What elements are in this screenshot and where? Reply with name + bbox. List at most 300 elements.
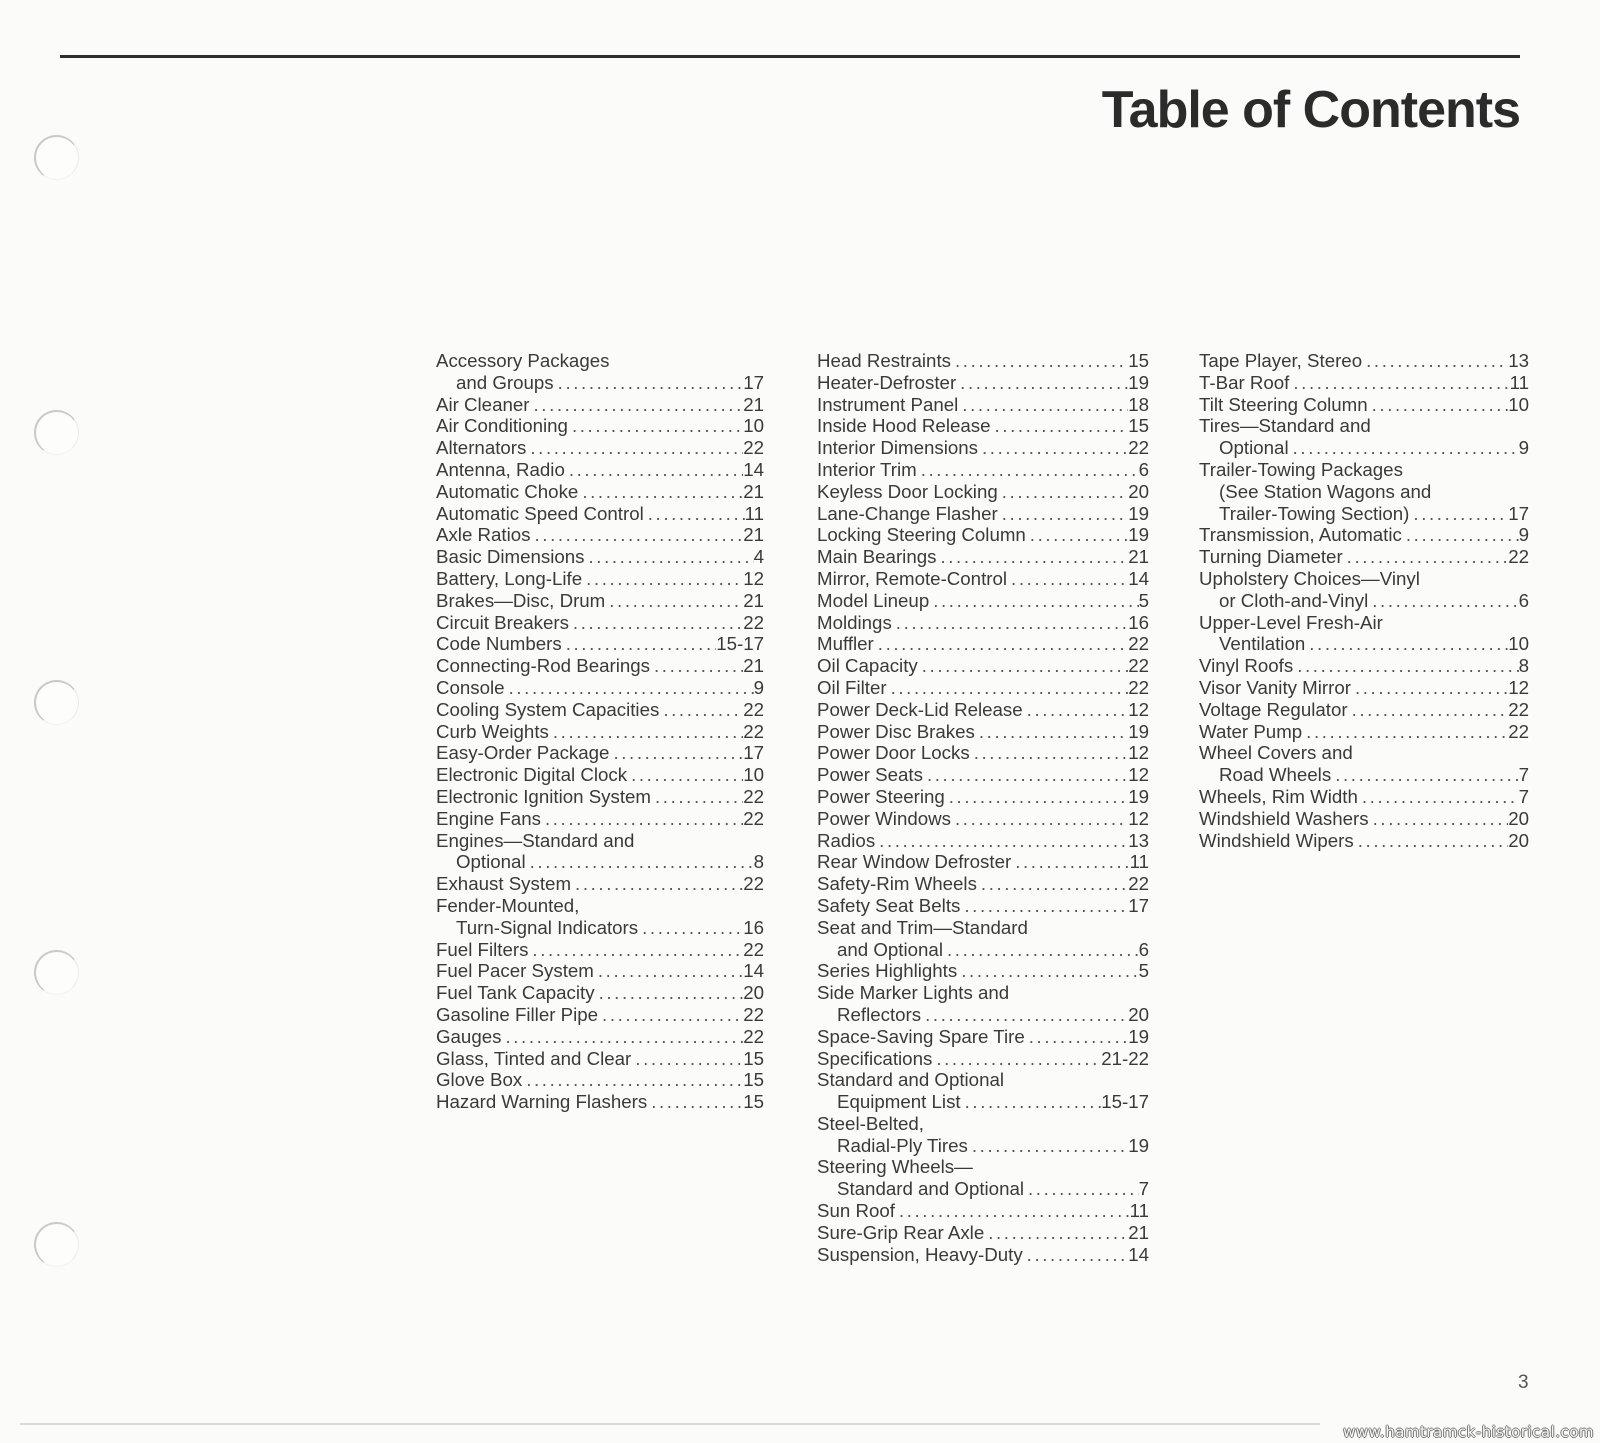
toc-entry-label: and Optional: [837, 938, 943, 960]
toc-entry-label: Wheels, Rim Width: [1199, 785, 1358, 807]
toc-column-3: [1199, 350, 1529, 851]
dot-leader: [896, 612, 1128, 634]
dot-leader: [936, 1048, 1101, 1070]
toc-entry-label: Power Steering: [817, 785, 945, 807]
toc-entry-label: Console: [436, 676, 505, 698]
toc-entry: [1199, 415, 1529, 459]
toc-entry: [817, 633, 1149, 655]
dot-leader: [505, 1026, 743, 1048]
toc-entry-page: 9: [1518, 437, 1529, 459]
dot-leader: [532, 939, 743, 961]
dot-leader: [981, 873, 1128, 895]
toc-entry-page: 20: [1508, 807, 1529, 829]
toc-entry-page: 21: [1128, 1221, 1149, 1243]
toc-entry-page: 17: [1128, 894, 1149, 916]
toc-entry-page: 19: [1128, 720, 1149, 742]
toc-entry-page: 12: [1128, 807, 1149, 829]
toc-entry: [817, 895, 1149, 917]
toc-entry: [817, 459, 1149, 481]
toc-entry-label: Reflectors: [837, 1003, 922, 1025]
toc-entry-page: 12: [1508, 676, 1529, 698]
toc-entry: [817, 1222, 1149, 1244]
toc-entry-page: 12: [1128, 742, 1149, 764]
toc-entry-page: 19: [1128, 785, 1149, 807]
dot-leader: [1358, 830, 1508, 852]
toc-entry-label: Alternators: [436, 437, 527, 459]
toc-entry-label: Model Lineup: [817, 589, 930, 611]
dot-leader: [1352, 699, 1509, 721]
toc-entry-page: 22: [1128, 437, 1149, 459]
toc-entry-label: Fuel Tank Capacity: [436, 982, 595, 1004]
dot-leader: [995, 415, 1129, 437]
dot-leader: [535, 524, 744, 546]
dot-leader: [933, 590, 1138, 612]
toc-entry-label: Optional: [456, 851, 526, 873]
toc-entry-label: Wheel Covers and: [1199, 742, 1353, 764]
toc-entry-page: 12: [1128, 764, 1149, 786]
toc-entry-label: Fuel Pacer System: [436, 960, 594, 982]
dot-leader: [947, 939, 1139, 961]
toc-entry-label: Oil Capacity: [817, 655, 918, 677]
toc-entry-page: 10: [743, 415, 764, 437]
dot-leader: [1306, 721, 1508, 743]
toc-entry: [436, 1026, 764, 1048]
toc-entry-label: Series Highlights: [817, 960, 958, 982]
toc-entry-label: Upholstery Choices—Vinyl: [1199, 567, 1420, 589]
top-rule: [60, 55, 1520, 58]
toc-entry: [436, 459, 764, 481]
toc-entry-label: Sun Roof: [817, 1200, 895, 1222]
dot-leader: [589, 546, 754, 568]
toc-entry: [817, 590, 1149, 612]
dot-leader: [573, 612, 743, 634]
dot-leader: [545, 808, 743, 830]
toc-entry-label: Brakes—Disc, Drum: [436, 589, 606, 611]
toc-entry-label: Automatic Speed Control: [436, 502, 644, 524]
toc-entry-label: (See Station Wagons and: [1219, 480, 1432, 502]
toc-entry-label: Code Numbers: [436, 633, 562, 655]
toc-entry-page: 15: [743, 1091, 764, 1113]
toc-entry-label: T-Bar Roof: [1199, 371, 1290, 393]
dot-leader: [949, 786, 1128, 808]
toc-entry-label: Glass, Tinted and Clear: [436, 1047, 632, 1069]
toc-entry: [817, 1026, 1149, 1048]
toc-entry: [1199, 350, 1529, 372]
toc-entry-page: 22: [743, 938, 764, 960]
toc-entry-label: Engine Fans: [436, 807, 541, 829]
dot-leader: [602, 1004, 743, 1026]
toc-column-1: [436, 350, 764, 1113]
toc-entry-label: Instrument Panel: [817, 393, 959, 415]
dot-leader: [1413, 503, 1508, 525]
toc-entry: [817, 982, 1149, 1026]
dot-leader: [572, 415, 743, 437]
toc-entry-label: Seat and Trim—Standard: [817, 916, 1028, 938]
toc-entry-label: Standard and Optional: [817, 1069, 1005, 1091]
toc-entry-label: Radial-Ply Tires: [837, 1134, 968, 1156]
page-title: Table of Contents: [1101, 81, 1520, 139]
toc-entry-page: 22: [743, 1003, 764, 1025]
toc-entry: [436, 808, 764, 830]
toc-entry-label: Steering Wheels—: [817, 1156, 973, 1178]
toc-entry-label: Tape Player, Stereo: [1199, 350, 1363, 371]
toc-entry-page: 16: [1128, 611, 1149, 633]
toc-entry: [436, 612, 764, 634]
dot-leader: [961, 960, 1138, 982]
toc-entry-label: Sure-Grip Rear Axle: [817, 1221, 985, 1243]
toc-entry: [817, 503, 1149, 525]
toc-entry-page: 9: [1518, 524, 1529, 546]
dot-leader: [582, 481, 743, 503]
toc-entry-page: 10: [743, 764, 764, 786]
dot-leader: [940, 546, 1128, 568]
toc-entry: [817, 350, 1149, 372]
dot-leader: [1372, 590, 1518, 612]
toc-entry-page: 14: [743, 960, 764, 982]
dot-leader: [533, 394, 743, 416]
dot-leader: [1347, 546, 1509, 568]
toc-entry: [817, 786, 1149, 808]
dot-leader: [558, 372, 744, 394]
toc-entry-page: 22: [743, 698, 764, 720]
toc-entry-label: Oil Filter: [817, 676, 887, 698]
toc-entry: [436, 721, 764, 743]
toc-entry-page: 6: [1138, 938, 1149, 960]
dot-leader: [1366, 350, 1508, 372]
dot-leader: [921, 459, 1139, 481]
toc-entry-label: Muffler: [817, 633, 874, 655]
toc-entry-label: Head Restraints: [817, 350, 951, 371]
toc-entry: [436, 677, 764, 699]
toc-entry-page: 22: [1128, 676, 1149, 698]
toc-entry: [817, 1069, 1149, 1113]
toc-entry-label: Mirror, Remote-Control: [817, 567, 1008, 589]
toc-entry: [1199, 546, 1529, 568]
dot-leader: [962, 394, 1128, 416]
toc-entry-page: 13: [1508, 350, 1529, 371]
dot-leader: [569, 459, 743, 481]
toc-entry-label: Radios: [817, 829, 876, 851]
toc-entry-page: 12: [1128, 698, 1149, 720]
toc-entry: [436, 633, 764, 655]
toc-entry: [436, 546, 764, 568]
toc-entry-label: Power Seats: [817, 764, 923, 786]
toc-column-2: [817, 350, 1149, 1265]
toc-entry-page: 15: [743, 1069, 764, 1091]
toc-entry: [1199, 786, 1529, 808]
toc-entry-label: Standard and Optional: [837, 1178, 1025, 1200]
dot-leader: [575, 873, 743, 895]
toc-entry-label: Upper-Level Fresh-Air: [1199, 611, 1383, 633]
toc-entry-page: 21: [1128, 546, 1149, 568]
toc-entry: [817, 415, 1149, 437]
toc-entry-page: 10: [1508, 633, 1529, 655]
toc-entry-page: 14: [1128, 1243, 1149, 1265]
toc-entry-label: Power Deck-Lid Release: [817, 698, 1023, 720]
toc-entry-label: Exhaust System: [436, 873, 572, 895]
dot-leader: [988, 1222, 1128, 1244]
toc-entry-label: Circuit Breakers: [436, 611, 569, 633]
toc-entry-page: 22: [743, 873, 764, 895]
toc-entry-label: Cooling System Capacities: [436, 698, 660, 720]
toc-entry-label: Engines—Standard and: [436, 829, 635, 851]
dot-leader: [1293, 437, 1519, 459]
toc-entry: [817, 830, 1149, 852]
toc-entry-page: 20: [1128, 1003, 1149, 1025]
toc-entry-page: 19: [1128, 1134, 1149, 1156]
toc-entry: [1199, 372, 1529, 394]
toc-entry-label: Electronic Ignition System: [436, 785, 651, 807]
toc-entry: [436, 590, 764, 612]
dot-leader: [648, 503, 745, 525]
toc-entry: [436, 437, 764, 459]
toc-entry: [436, 939, 764, 961]
toc-entry-page: 16: [743, 916, 764, 938]
toc-entry: [436, 982, 764, 1004]
toc-entry: [817, 917, 1149, 961]
toc-entry: [817, 1048, 1149, 1070]
dot-leader: [960, 372, 1128, 394]
toc-entry-page: 7: [1518, 785, 1529, 807]
toc-entry: [817, 1244, 1149, 1266]
toc-entry-label: Windshield Washers: [1199, 807, 1369, 829]
toc-entry: [817, 655, 1149, 677]
dot-leader: [922, 655, 1128, 677]
toc-entry: [817, 721, 1149, 743]
dot-leader: [955, 350, 1128, 372]
dot-leader: [1406, 524, 1519, 546]
toc-entry-label: Moldings: [817, 611, 892, 633]
toc-entry-page: 22: [743, 437, 764, 459]
toc-entry: [1199, 568, 1529, 612]
toc-entry: [817, 851, 1149, 873]
toc-entry-label: Accessory Packages: [436, 350, 610, 371]
page-number: 3: [1518, 1372, 1529, 1393]
toc-entry-label: Side Marker Lights and: [817, 982, 1010, 1004]
toc-entry-page: 6: [1138, 458, 1149, 480]
toc-entry-page: 15: [1128, 415, 1149, 437]
toc-entry-page: 19: [1128, 1025, 1149, 1047]
toc-entry-page: 18: [1128, 393, 1149, 415]
toc-entry: [1199, 459, 1529, 524]
dot-leader: [925, 1004, 1128, 1026]
toc-entry: [1199, 699, 1529, 721]
dot-leader: [654, 655, 743, 677]
toc-entry-page: 11: [744, 502, 764, 524]
toc-entry-label: Gasoline Filler Pipe: [436, 1003, 599, 1025]
dot-leader: [1027, 1244, 1129, 1266]
toc-entry: [817, 524, 1149, 546]
dot-leader: [1355, 677, 1508, 699]
toc-entry-label: Air Cleaner: [436, 393, 530, 415]
toc-entry: [436, 503, 764, 525]
toc-entry-label: Main Bearings: [817, 546, 937, 568]
dot-leader: [964, 895, 1128, 917]
toc-entry: [436, 895, 764, 939]
dot-leader: [526, 1069, 743, 1091]
dot-leader: [1293, 372, 1509, 394]
dot-leader: [955, 808, 1128, 830]
toc-entry-label: Turning Diameter: [1199, 546, 1343, 568]
toc-entry-page: 10: [1508, 393, 1529, 415]
toc-entry-label: Gauges: [436, 1025, 502, 1047]
toc-entry-label: Inside Hood Release: [817, 415, 991, 437]
toc-entry: [436, 350, 764, 394]
toc-entry-page: 15-17: [716, 633, 764, 655]
toc-entry-label: Safety Seat Belts: [817, 894, 961, 916]
toc-entry-page: 17: [743, 371, 764, 393]
toc-entry-page: 21-22: [1101, 1047, 1149, 1069]
dot-leader: [655, 786, 743, 808]
toc-entry-page: 15-17: [1101, 1091, 1149, 1113]
toc-entry-label: and Groups: [456, 371, 554, 393]
toc-entry: [436, 764, 764, 786]
dot-leader: [566, 633, 717, 655]
dot-leader: [972, 1135, 1128, 1157]
toc-entry-label: Vinyl Roofs: [1199, 655, 1294, 677]
toc-entry: [1199, 524, 1529, 546]
toc-entry-label: Ventilation: [1219, 633, 1306, 655]
toc-entry-page: 22: [743, 611, 764, 633]
toc-entry-label: Automatic Choke: [436, 480, 579, 502]
toc-entry-label: Electronic Digital Clock: [436, 764, 628, 786]
dot-leader: [1029, 1026, 1128, 1048]
dot-leader: [609, 590, 743, 612]
toc-entry: [436, 1004, 764, 1026]
toc-entry-page: 7: [1138, 1178, 1149, 1200]
toc-entry-label: Tilt Steering Column: [1199, 393, 1368, 415]
dot-leader: [586, 568, 743, 590]
toc-entry-page: 22: [1128, 655, 1149, 677]
toc-entry: [817, 437, 1149, 459]
dot-leader: [1028, 1178, 1139, 1200]
toc-entry-page: 21: [743, 480, 764, 502]
toc-entry-label: or Cloth-and-Vinyl: [1219, 589, 1369, 611]
dot-leader: [927, 764, 1128, 786]
toc-entry-label: Safety-Rim Wheels: [817, 873, 977, 895]
toc-entry: [817, 1113, 1149, 1157]
toc-entry: [817, 546, 1149, 568]
dot-leader: [1027, 699, 1129, 721]
toc-entry: [817, 677, 1149, 699]
toc-entry-label: Glove Box: [436, 1069, 523, 1091]
dot-leader: [891, 677, 1129, 699]
dot-leader: [509, 677, 754, 699]
dot-leader: [642, 917, 743, 939]
toc-entry-label: Rear Window Defroster: [817, 851, 1012, 873]
toc-entry-page: 22: [1128, 633, 1149, 655]
toc-entry: [436, 742, 764, 764]
toc-entry: [817, 1156, 1149, 1200]
toc-entry-label: Steel-Belted,: [817, 1112, 924, 1134]
toc-entry-page: 21: [743, 589, 764, 611]
toc-entry-page: 7: [1518, 764, 1529, 786]
toc-entry: [436, 1091, 764, 1113]
dot-leader: [982, 437, 1128, 459]
dot-leader: [1030, 524, 1128, 546]
toc-entry-page: 15: [1128, 350, 1149, 371]
binder-hole: [34, 950, 79, 995]
toc-entry-page: 8: [753, 851, 764, 873]
toc-entry: [436, 394, 764, 416]
toc-entry-label: Locking Steering Column: [817, 524, 1026, 546]
toc-entry-page: 17: [743, 742, 764, 764]
toc-entry-page: 12: [743, 567, 764, 589]
toc-entry: [1199, 808, 1529, 830]
toc-entry-page: 4: [753, 546, 764, 568]
toc-entry-page: 22: [743, 785, 764, 807]
toc-entry-page: 20: [1508, 829, 1529, 851]
toc-entry-page: 14: [1128, 567, 1149, 589]
dot-leader: [1309, 633, 1508, 655]
toc-entry-label: Air Conditioning: [436, 415, 568, 437]
toc-entry-page: 5: [1138, 589, 1149, 611]
toc-entry: [817, 1200, 1149, 1222]
toc-entry-label: Visor Vanity Mirror: [1199, 676, 1351, 698]
dot-leader: [1372, 394, 1509, 416]
toc-entry-label: Lane-Change Flasher: [817, 502, 998, 524]
toc-entry-page: 21: [743, 393, 764, 415]
toc-entry-label: Windshield Wipers: [1199, 829, 1354, 851]
dot-leader: [1373, 808, 1509, 830]
toc-entry-label: Trailer-Towing Section): [1219, 502, 1410, 524]
toc-entry-page: 22: [743, 720, 764, 742]
toc-entry-page: 15: [743, 1047, 764, 1069]
toc-entry-label: Connecting-Rod Bearings: [436, 655, 650, 677]
toc-entry-label: Heater-Defroster: [817, 371, 957, 393]
toc-entry: [1199, 655, 1529, 677]
toc-entry-label: Power Door Locks: [817, 742, 970, 764]
dot-leader: [979, 721, 1128, 743]
toc-entry-page: 6: [1518, 589, 1529, 611]
toc-entry-label: Voltage Regulator: [1199, 698, 1348, 720]
dot-leader: [974, 742, 1129, 764]
toc-entry-page: 14: [743, 458, 764, 480]
toc-entry: [1199, 612, 1529, 656]
toc-entry: [817, 808, 1149, 830]
toc-entry-page: 22: [1508, 698, 1529, 720]
dot-leader: [879, 830, 1128, 852]
dot-leader: [899, 1200, 1130, 1222]
toc-entry-page: 11: [1509, 371, 1529, 393]
toc-entry: [817, 481, 1149, 503]
toc-entry-page: 9: [753, 676, 764, 698]
dot-leader: [1335, 764, 1518, 786]
toc-entry: [1199, 677, 1529, 699]
toc-entry-label: Road Wheels: [1219, 764, 1332, 786]
toc-entry: [817, 742, 1149, 764]
dot-leader: [553, 721, 743, 743]
toc-entry: [436, 481, 764, 503]
toc-entry: [436, 830, 764, 874]
toc-entry-label: Interior Dimensions: [817, 437, 978, 459]
toc-entry: [436, 786, 764, 808]
toc-entry: [436, 655, 764, 677]
toc-entry-page: 11: [1129, 851, 1149, 873]
toc-entry-label: Interior Trim: [817, 458, 917, 480]
toc-entry-page: 19: [1128, 502, 1149, 524]
toc-entry-label: Specifications: [817, 1047, 933, 1069]
toc-entry: [817, 612, 1149, 634]
dot-leader: [530, 437, 743, 459]
toc-entry-page: 21: [743, 524, 764, 546]
toc-entry-page: 8: [1518, 655, 1529, 677]
toc-entry: [817, 699, 1149, 721]
dot-leader: [1011, 568, 1128, 590]
toc-entry-label: Axle Ratios: [436, 524, 531, 546]
toc-entry-page: 17: [1508, 502, 1529, 524]
toc-entry: [1199, 394, 1529, 416]
